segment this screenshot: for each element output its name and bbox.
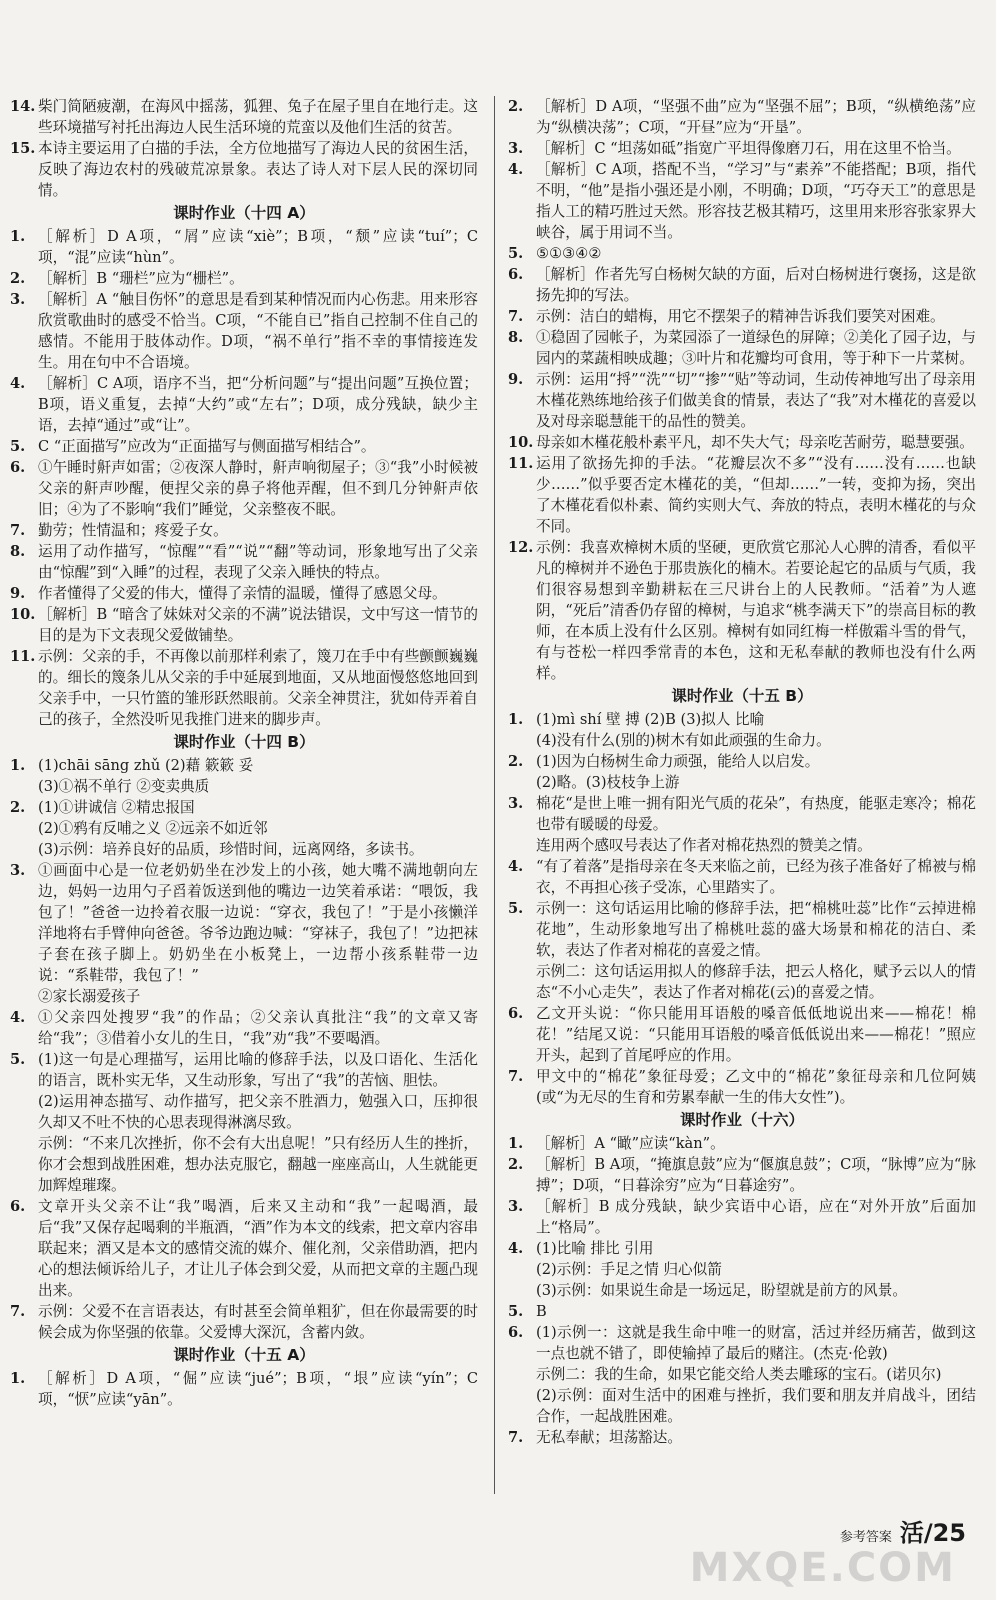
answer-item xyxy=(508,1301,976,1322)
section-heading: 课时作业（十四 A） xyxy=(173,204,315,222)
answer-item xyxy=(10,1301,478,1343)
item-text: ［解析］作者先写白杨树欠缺的方面，后对白杨树进行褒扬，这是欲扬先抑的写法。 xyxy=(536,266,976,304)
item-number: 6. xyxy=(508,1324,524,1341)
item-subline: (1)chāi sāng zhǔ (2)藉 簌簌 妥 xyxy=(38,757,254,774)
item-number: 3. xyxy=(10,862,26,879)
item-subline: (2)运用神态描写、动作描写，把父亲不胜酒力，勉强入口，压抑很久却又不吐不快的心思表现得淋漓尽致。 xyxy=(38,1093,478,1131)
item-text: 示例：洁白的蜡梅，用它不摆架子的精神告诉我们要笑对困难。 xyxy=(536,308,945,325)
item-number: 5. xyxy=(508,245,524,262)
item-text: 甲文中的“棉花”象征母爱；乙文中的“棉花”象征母亲和几位阿姨(或“为无尽的生育和劳累奉献一生的伟大女性”)。 xyxy=(536,1068,976,1106)
item-subline: (1)比喻 排比 引用 xyxy=(536,1240,654,1257)
answer-item xyxy=(10,541,478,583)
answer-item xyxy=(10,860,478,1007)
answer-item xyxy=(508,306,976,327)
left-column xyxy=(10,96,478,1410)
item-subline: (1)示例一：这就是我生命中唯一的财富，活过并经历痛苦，做到这一点也就不错了，即使输掉了最后的赌注。(杰克·伦敦) xyxy=(536,1324,976,1362)
item-subline: (3)示例：培养良好的品质，珍惜时间，远离网络，多读书。 xyxy=(38,841,424,858)
answer-item xyxy=(10,457,478,520)
answer-item xyxy=(508,1427,976,1448)
item-number: 6. xyxy=(10,1198,26,1215)
item-text: 运用了动作描写，“惊醒”“看”“说”“翻”等动词，形象地写出了父亲由“惊醒”到“入睡”的过程，表现了父亲入睡快的特点。 xyxy=(38,543,478,581)
item-text: ［解析］B “暗含了妹妹对父亲的不满”说法错误，文中写这一情节的目的是为下文表现父爱做铺垫。 xyxy=(38,606,478,644)
item-text: ［解析］A “触目伤怀”的意思是看到某种情况而内心伤悲。用来形容欣赏歌曲时的感受不恰当。C项，“不能自已”指自己控制不住自己的感情。不能用于肢体动作。D项，“祸不单行”指不幸的事情接连发生。用在句中不合语境。 xyxy=(38,291,478,371)
item-text: 示例：“不来几次挫折，你不会有大出息呢！”只有经历人生的挫折，你才会想到战胜困难，想办法克服它，翻越一座座高山，人生就能更加辉煌璀璨。 xyxy=(38,1135,478,1194)
answer-item xyxy=(508,856,976,898)
answer-item xyxy=(10,646,478,730)
item-number: 7. xyxy=(508,308,524,325)
item-text: ①父亲四处搜罗“我”的作品；②父亲认真批注“我”的文章又寄给“我”；③借着小女儿的生日，“我”劝“我”不要喝酒。 xyxy=(38,1009,478,1047)
item-number: 2. xyxy=(508,753,524,770)
item-number: 10. xyxy=(508,434,534,451)
answer-item xyxy=(10,1133,478,1196)
answer-item xyxy=(508,835,976,856)
item-number: 4. xyxy=(10,375,26,392)
item-text: ［解析］C “坦荡如砥”指宽广平坦得像磨刀石，用在这里不恰当。 xyxy=(536,140,961,157)
item-text: ［解析］C A项，搭配不当，“学习”与“素养”不能搭配；B项，指代不明，“他”是指小强还是小刚，不明确；D项，“巧夺天工”的意思是指人工的精巧胜过天然。形容技艺极其精巧，这里用来形容张家界大峡谷，属于用词不当。 xyxy=(536,161,976,241)
item-subline: (1)这一句是心理描写，运用比喻的修辞手法，以及口语化、生活化的语言，既朴实无华，又生动形象，写出了“我”的苦恼、胆怯。 xyxy=(38,1051,478,1089)
item-number: 4. xyxy=(508,161,524,178)
item-number: 2. xyxy=(508,1156,524,1173)
answer-item xyxy=(508,1154,976,1196)
item-number: 11. xyxy=(10,648,36,665)
item-text: 棉花“是世上唯一拥有阳光气质的花朵”，有热度，能驱走寒冷；棉花也带有暖暖的母爱。 xyxy=(536,795,976,833)
item-text: ［解析］C A项，语序不当，把“分析问题”与“提出问题”互换位置；B项，语义重复，去掉“大约”或“左右”；D项，成分残缺，缺少主语，去掉“通过”或“让”。 xyxy=(38,375,478,434)
section-heading: 课时作业（十五 B） xyxy=(671,687,813,705)
column-divider xyxy=(494,96,495,1494)
answer-item xyxy=(508,1196,976,1238)
answer-item xyxy=(508,138,976,159)
item-number: 6. xyxy=(508,1005,524,1022)
item-subline: ②家长溺爱孩子 xyxy=(38,988,141,1005)
answer-item xyxy=(508,264,976,306)
item-text: 示例：父爱不在言语表达，有时甚至会简单粗犷，但在你最需要的时候会成为你坚强的依靠。父爱博大深沉，含蓄内敛。 xyxy=(38,1303,478,1341)
footer-label: 参考答案 xyxy=(839,1530,892,1545)
item-number: 2. xyxy=(10,799,26,816)
answer-item xyxy=(10,436,478,457)
answer-item xyxy=(10,755,478,797)
answer-item xyxy=(508,751,976,793)
right-column xyxy=(508,96,976,1448)
answer-item xyxy=(10,1368,478,1410)
item-text: ①稳固了园帐子，为菜园添了一道绿色的屏障；②美化了园子边，与园内的菜蔬相映成趣；③叶片和花瓣均可食用，等于种下一片菜树。 xyxy=(536,329,976,367)
item-text: B xyxy=(536,1303,547,1320)
page-number: 活/25 xyxy=(899,1519,966,1547)
answer-item xyxy=(508,96,976,138)
item-number: 1. xyxy=(10,1370,26,1387)
answer-item xyxy=(508,453,976,537)
item-subline: ①画面中心是一位老奶奶坐在沙发上的小孩，她大嘴不满地朝向左边，妈妈一边用勺子舀着饭送到他的嘴边一边笑着承诺：“喂饭，我包了！”爸爸一边拎着衣服一边说：“穿衣，我包了！”于是小孩懒洋洋地将右手臂伸向爸爸。爷爷边跑边喊：“穿袜子，我包了！”边把袜子套在孩子脚上。奶奶坐在小板凳上，一边帮小孩系鞋带一边说：“系鞋带，我包了！” xyxy=(38,862,478,984)
item-text: ［解析］A “瞰”应读“kàn”。 xyxy=(536,1135,725,1152)
item-subline: (1)因为白杨树生命力顽强，能给人以启发。 xyxy=(536,753,820,770)
item-subline: (2)略。(3)枝枝争上游 xyxy=(536,774,680,791)
item-text: 示例：我喜欢樟树木质的坚硬，更欣赏它那沁人心脾的清香，看似平凡的樟树并不逊色于那贵族化的楠木。若要论起它的品质与气质，我们很容易想到辛勤耕耘在三尺讲台上的人民教师。“活着”为人遮阴，“死后”清香仍存留的樟树，与追求“桃李满天下”的崇高目标的教师，在本质上没有什么区别。樟树有如同红梅一样傲霜斗雪的骨气，有与苍松一样四季常青的本色，这和无私奉献的教师也没有什么两样。 xyxy=(536,539,976,682)
section-heading: 课时作业（十五 A） xyxy=(173,1346,315,1364)
item-number: 8. xyxy=(10,543,26,560)
item-number: 3. xyxy=(508,1198,524,1215)
item-text: ［解析］B A项，“掩旗息鼓”应为“偃旗息鼓”；C项，“脉博”应为“脉搏”；D项，“日暮涂穷”应为“日暮途穷”。 xyxy=(536,1156,976,1194)
item-number: 9. xyxy=(10,585,26,602)
item-text: ①午睡时鼾声如雷；②夜深人静时，鼾声响彻屋子；③“我”小时候被父亲的鼾声吵醒，便捏父亲的鼻子将他弄醒，但不到几分钟鼾声依旧；④为了不影响“我们”睡觉，父亲整夜不眠。 xyxy=(38,459,478,518)
answer-item xyxy=(10,373,478,436)
item-number: 1. xyxy=(508,1135,524,1152)
item-subline: (2)示例：面对生活中的困难与挫折，我们要和朋友并肩战斗，团结合作，一起战胜困难。 xyxy=(536,1387,976,1425)
page-footer xyxy=(840,1513,966,1548)
item-number: 6. xyxy=(508,266,524,283)
answer-item xyxy=(10,520,478,541)
answer-item xyxy=(10,1049,478,1133)
answer-item xyxy=(508,709,976,751)
item-number: 5. xyxy=(508,1303,524,1320)
item-subline: 示例二：这句话运用拟人的修辞手法，把云人格化，赋予云以人的情态“不小心走失”，表达了作者对棉花(云)的喜爱之情。 xyxy=(536,963,976,1001)
item-text: ［解析］D A项，“倔”应读“jué”；B项，“垠”应读“yín”；C项，“恹”应读“yān”。 xyxy=(38,1370,478,1408)
item-number: 3. xyxy=(508,140,524,157)
item-subline: (4)没有什么(别的)树木有如此顽强的生命力。 xyxy=(536,732,831,749)
item-number: 3. xyxy=(508,795,524,812)
item-number: 1. xyxy=(10,228,26,245)
item-number: 5. xyxy=(508,900,524,917)
answer-item xyxy=(10,1196,478,1301)
answer-item xyxy=(10,797,478,860)
item-number: 10. xyxy=(10,606,36,623)
item-text: 示例：运用“捋”“洗”“切”“掺”“贴”等动词，生动传神地写出了母亲用木槿花熟练地给孩子们做美食的情景，表达了“我”对木槿花的喜爱以及对母亲聪慧能干的品性的赞美。 xyxy=(536,371,976,430)
item-number: 7. xyxy=(10,522,26,539)
answer-item xyxy=(508,1238,976,1301)
answer-item xyxy=(10,226,478,268)
item-number: 2. xyxy=(10,270,26,287)
item-text: 连用两个感叹号表达了作者对棉花热烈的赞美之情。 xyxy=(536,837,872,854)
item-text: ［解析］D A项，“屑”应读“xiè”；B项，“颓”应读“tuí”；C项，“混”应读“hùn”。 xyxy=(38,228,478,266)
item-text: 柴门简陋疲潮，在海风中摇荡，狐狸、兔子在屋子里自在地行走。这些环境描写衬托出海边人民生活环境的荒蛮以及他们生活的贫苦。 xyxy=(38,98,478,136)
item-text: ⑤①③④② xyxy=(536,245,602,262)
answer-item xyxy=(10,1007,478,1049)
item-number: 7. xyxy=(508,1429,524,1446)
item-number: 14. xyxy=(10,98,36,115)
item-text: ［解析］B “珊栏”应为“栅栏”。 xyxy=(38,270,244,287)
answer-item xyxy=(508,1066,976,1108)
item-text: 无私奉献；坦荡豁达。 xyxy=(536,1429,682,1446)
item-number: 7. xyxy=(10,1303,26,1320)
item-subline: (3)①祸不单行 ②变卖典质 xyxy=(38,778,210,795)
item-text: 作者懂得了父爱的伟大，懂得了亲情的温暖，懂得了感恩父母。 xyxy=(38,585,447,602)
item-number: 15. xyxy=(10,140,36,157)
answer-item xyxy=(508,793,976,835)
answer-item xyxy=(508,898,976,1003)
item-subline: (1)mì shí 壁 搏 (2)B (3)拟人 比喻 xyxy=(536,711,765,728)
answer-item xyxy=(508,1133,976,1154)
item-text: 运用了欲扬先抑的手法。“花瓣层次不多”“没有……没有……也缺少……”似乎要否定木槿花的美，“但却……”一转，变抑为扬，突出了木槿花看似朴素、简约实则大气、奔放的特点，表明木槿花的与众不同。 xyxy=(536,455,976,535)
section-heading: 课时作业（十四 B） xyxy=(173,733,315,751)
answer-item xyxy=(10,268,478,289)
item-subline: (2)①鸦有反哺之义 ②远亲不如近邻 xyxy=(38,820,268,837)
item-number: 7. xyxy=(508,1068,524,1085)
item-number: 2. xyxy=(508,98,524,115)
item-text: 母亲如木槿花般朴素平凡，却不失大气；母亲吃苦耐劳，聪慧要强。 xyxy=(536,434,974,451)
item-subline: (3)示例：如果说生命是一场远足，盼望就是前方的风景。 xyxy=(536,1282,907,1299)
item-subline: 示例一：这句话运用比喻的修辞手法，把“棉桃吐蕊”比作“云掉进棉花地”，生动形象地写出了棉桃吐蕊的盛大场景和棉花的洁白、柔软，表达了作者对棉花的喜爱之情。 xyxy=(536,900,976,959)
item-number: 1. xyxy=(508,711,524,728)
answer-item xyxy=(508,1322,976,1427)
item-number: 3. xyxy=(10,291,26,308)
answer-item xyxy=(10,583,478,604)
answer-item xyxy=(10,138,478,201)
item-text: 示例：父亲的手，不再像以前那样利索了，篾刀在手中有些颤颤巍巍的。细长的篾条儿从父亲的手中延展到地面，又从地面慢悠悠地回到父亲手中，一只竹篮的雏形跃然眼前。父亲全神贯注，犹如侍弄着自己的孩子，全然没听见我推门进来的脚步声。 xyxy=(38,648,478,728)
answer-item xyxy=(508,159,976,243)
item-text: ［解析］B 成分残缺，缺少宾语中心语，应在“对外开放”后面加上“格局”。 xyxy=(536,1198,976,1236)
watermark-logo: MXQE.COM xyxy=(689,1545,956,1591)
item-text: 勤劳；性情温和；疼爱子女。 xyxy=(38,522,228,539)
item-text: 本诗主要运用了白描的手法，全方位地描写了海边人民的贫困生活，反映了海边农村的残破荒凉景象。表达了诗人对下层人民的深切同情。 xyxy=(38,140,478,199)
answer-item xyxy=(508,243,976,264)
item-number: 11. xyxy=(508,455,534,472)
item-number: 5. xyxy=(10,1051,26,1068)
item-number: 8. xyxy=(508,329,524,346)
item-text: C “正面描写”应改为“正面描写与侧面描写相结合”。 xyxy=(38,438,376,455)
answer-item xyxy=(508,537,976,684)
item-number: 1. xyxy=(10,757,26,774)
item-number: 4. xyxy=(508,858,524,875)
item-number: 5. xyxy=(10,438,26,455)
item-subline: 示例二：我的生命，如果它能交给人类去雕琢的宝石。(诺贝尔) xyxy=(536,1366,942,1383)
item-text: 文章开头父亲不让“我”喝酒，后来又主动和“我”一起喝酒，最后“我”又保存起喝剩的半瓶酒，“酒”作为本文的线索，把文章内容串联起来；酒又是本文的感情交流的媒介、催化剂，父亲借助酒，把内心的想法倾诉给儿子，才让儿子体会到父爱，从而把文章的主题凸现出来。 xyxy=(38,1198,478,1299)
answer-item xyxy=(10,604,478,646)
item-number: 6. xyxy=(10,459,26,476)
item-text: ［解析］D A项，“坚强不曲”应为“坚强不屈”；B项，“纵横绝荡”应为“纵横决荡”；C项，“开昼”应为“开垦”。 xyxy=(536,98,976,136)
item-number: 4. xyxy=(10,1009,26,1026)
item-subline: (1)①讲诚信 ②精忠报国 xyxy=(38,799,195,816)
answer-item xyxy=(10,96,478,138)
answer-item xyxy=(10,289,478,373)
item-subline: (2)示例：手足之情 归心似箭 xyxy=(536,1261,722,1278)
answer-item xyxy=(508,369,976,432)
section-heading: 课时作业（十六） xyxy=(679,1111,804,1129)
item-number: 12. xyxy=(508,539,534,556)
answer-item xyxy=(508,1003,976,1066)
answer-item xyxy=(508,327,976,369)
item-number: 4. xyxy=(508,1240,524,1257)
answer-item xyxy=(508,432,976,453)
item-text: “有了着落”是指母亲在冬天来临之前，已经为孩子准备好了棉被与棉衣，不再担心孩子受冻，心里踏实了。 xyxy=(536,858,976,896)
item-text: 乙文开头说：“你只能用耳语般的嗓音低低地说出来——棉花！棉花！”结尾又说：“只能用耳语般的嗓音低低说出来——棉花！”照应开头，起到了首尾呼应的作用。 xyxy=(536,1005,976,1064)
item-number: 9. xyxy=(508,371,524,388)
